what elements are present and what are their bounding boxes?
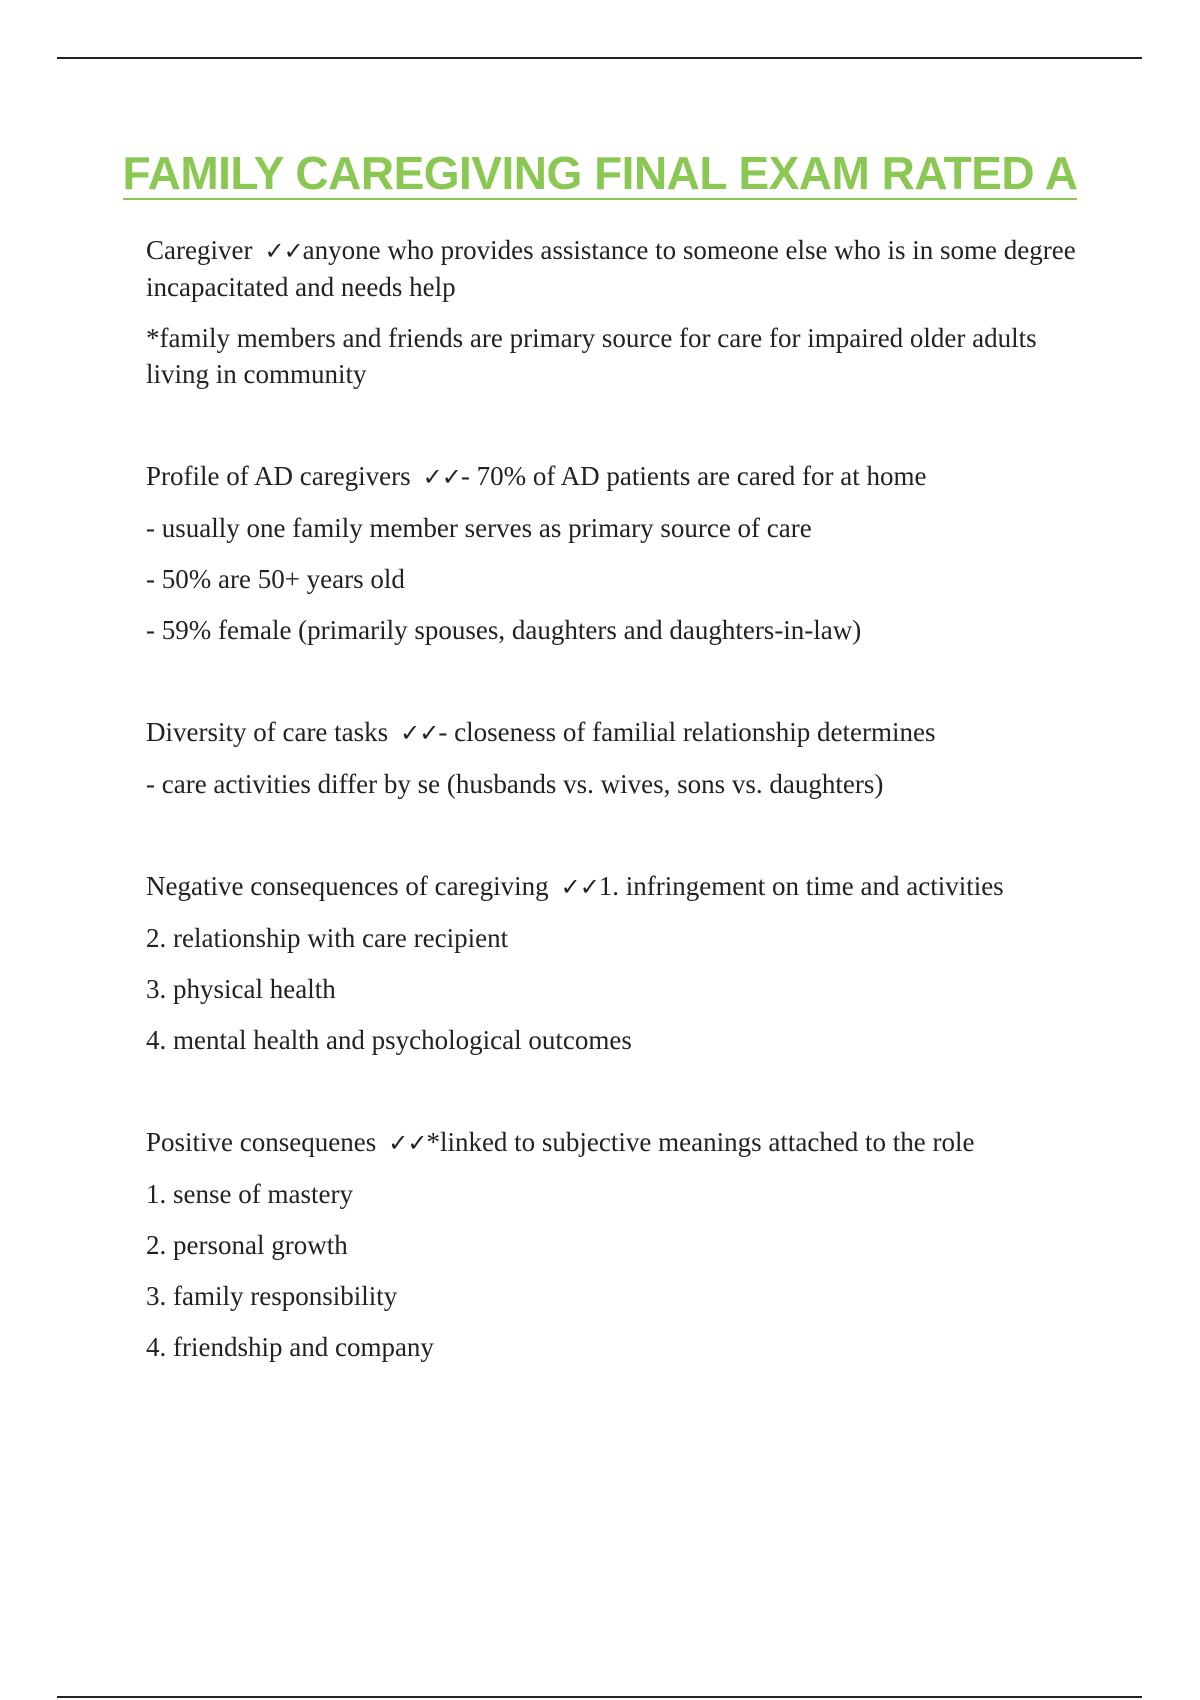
qa-first-line [146, 232, 1096, 305]
check-icon: ✓✓ [264, 237, 303, 265]
answer-text: *linked to subjective meanings attached to the role [426, 1127, 975, 1157]
answer-line: 4. friendship and company [146, 1332, 434, 1362]
document-title [0, 147, 1200, 200]
check-icon: ✓✓ [400, 719, 439, 747]
answer-line: - care activities differ by se (husbands vs. wives, sons vs. daughters) [146, 769, 884, 799]
bottom-rule [57, 1696, 1142, 1698]
answer-line: 2. relationship with care recipient [146, 923, 509, 953]
qa-first-line [146, 1124, 1096, 1161]
answer-line: 1. sense of mastery [146, 1179, 353, 1209]
answer-line: 3. physical health [146, 974, 336, 1004]
document-title-text: FAMILY CAREGIVING FINAL EXAM RATED A [122, 147, 1078, 199]
top-rule [57, 57, 1142, 59]
check-icon: ✓✓ [388, 1129, 427, 1157]
answer-text: anyone who provides assistance to someone else who is in some degree incapacitated and needs help [146, 235, 1076, 302]
answer-line: 4. mental health and psychological outcomes [146, 1025, 632, 1055]
question-term: Caregiver [146, 235, 253, 265]
qa-first-line [146, 714, 1096, 751]
question-term: Diversity of care tasks [146, 717, 389, 747]
qa-first-line [146, 458, 1096, 495]
question-term: Profile of AD caregivers [146, 461, 411, 491]
check-icon: ✓✓ [560, 873, 599, 901]
answer-line: - 59% female (primarily spouses, daughters and daughters-in-law) [146, 615, 862, 645]
check-icon: ✓✓ [422, 463, 461, 491]
qa-section-caregiver [146, 232, 1096, 392]
answer-text: - closeness of familial relationship determines [438, 717, 936, 747]
answer-text: 1. infringement on time and activities [598, 871, 1004, 901]
question-term: Negative consequences of caregiving [146, 871, 549, 901]
answer-line: 2. personal growth [146, 1230, 348, 1260]
answer-line: 3. family responsibility [146, 1281, 398, 1311]
qa-section-diversity-of-care-tasks [146, 714, 1096, 802]
answer-line: *family members and friends are primary source for care for impaired older adults living in community [146, 323, 1037, 389]
answer-text: - 70% of AD patients are cared for at home [460, 461, 927, 491]
qa-section-negative-consequences [146, 868, 1096, 1058]
question-term: Positive consequenes [146, 1127, 377, 1157]
qa-list [146, 232, 1096, 1431]
qa-first-line [146, 868, 1096, 905]
answer-line: - usually one family member serves as primary source of care [146, 513, 812, 543]
answer-line: - 50% are 50+ years old [146, 564, 405, 594]
qa-section-positive-consequences [146, 1124, 1096, 1365]
qa-section-profile-of-ad-caregivers [146, 458, 1096, 648]
